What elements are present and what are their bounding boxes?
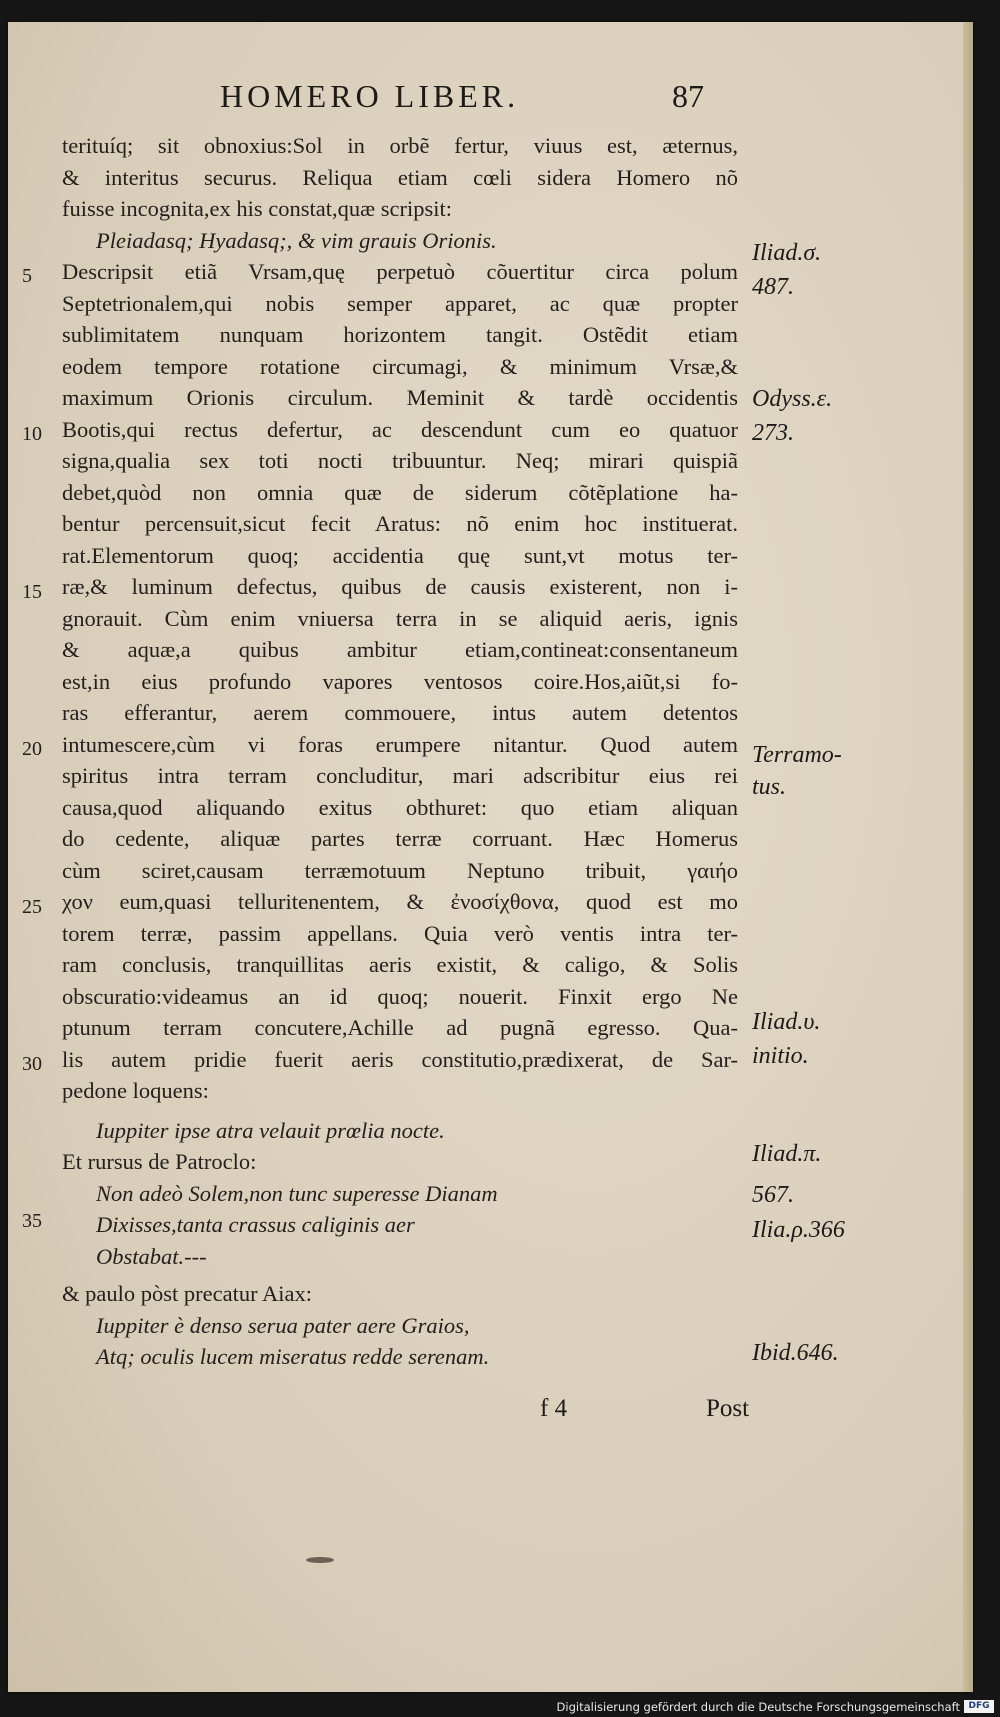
verse-line: Dixisses,tanta crassus caliginis aer xyxy=(96,1212,415,1237)
margin-note: Iliad.σ. xyxy=(752,240,822,266)
verse-line: Non adeò Solem,non tunc superesse Dianam xyxy=(96,1180,498,1206)
line-number: 35 xyxy=(22,1210,42,1232)
text-line: Bootis,qui rectus defertur, ac descendunt cum eo quatuor xyxy=(62,416,738,442)
margin-note: Ilia.ρ.366 xyxy=(752,1217,845,1243)
page-number: 87 xyxy=(672,78,704,114)
text-line: cùm sciret,causam terræmotuum Neptuno tribuit, γαιήο xyxy=(62,857,738,883)
margin-note: Iliad.υ. xyxy=(752,1009,821,1035)
text-line: & aquæ,a quibus ambitur etiam,contineat:consentaneum xyxy=(62,637,738,662)
verse-line: Iuppiter è denso serua pater aere Graios, xyxy=(96,1312,470,1338)
margin-note: Ibid.646. xyxy=(752,1340,839,1366)
text-line: bentur percensuit,sicut fecit Aratus: nõ enim hoc instituerat. xyxy=(62,511,738,536)
text-line: ram conclusis, tranquillitas aeris existit, & caligo, & Solis xyxy=(62,952,738,977)
line-number: 5 xyxy=(22,265,32,287)
dfg-logo-icon: DFG xyxy=(964,1700,994,1713)
text-line: spiritus intra terram concluditur, mari adscribitur eius rei xyxy=(62,763,738,788)
text-line: eodem tempore rotatione circumagi, & minimum Vrsæ,& xyxy=(62,353,738,379)
margin-note: tus. xyxy=(752,774,787,800)
text-line: causa,quod aliquando exitus obthuret: quo etiam aliquan xyxy=(62,794,738,820)
text-line: χον eum,quasi telluritenentem, & ἐνοσίχθονα, quod est mo xyxy=(62,889,738,914)
line-number: 20 xyxy=(22,738,42,760)
margin-note: Terramo- xyxy=(752,742,842,768)
text-line: debet,quòd non omnia quæ de siderum cõtẽplatione ha- xyxy=(62,479,738,505)
catchword: Post xyxy=(706,1395,750,1422)
text-line: ras efferantur, aerem commouere, intus autem detentos xyxy=(62,700,738,725)
text-line: torem terræ, passim appellans. Quia verò ventis intra ter- xyxy=(62,920,738,946)
text-line: terituíq; sit obnoxius:Sol in orbẽ fertur, viuus est, æternus, xyxy=(62,133,738,158)
line-number: 25 xyxy=(22,896,42,918)
margin-note: 567. xyxy=(752,1182,794,1208)
line-number: 30 xyxy=(22,1053,42,1075)
text-line: & paulo pòst precatur Aiax: xyxy=(62,1281,312,1306)
running-head: HOMERO LIBER. xyxy=(220,78,520,114)
text-line: pedone loquens: xyxy=(62,1078,209,1103)
verse-line: Pleiadasq; Hyadasq;, & vim grauis Orionis. xyxy=(96,227,497,253)
margin-note: Iliad.π. xyxy=(752,1141,822,1167)
footer-credit: Digitalisierung gefördert durch die Deutsche Forschungsgemeinschaft xyxy=(556,1700,960,1714)
text-line: Septetrionalem,qui nobis semper apparet, ac quæ propter xyxy=(62,290,738,316)
margin-note: initio. xyxy=(752,1043,809,1069)
text-line: intumescere,cùm vi foras erumpere nitantur. Quod autem xyxy=(62,731,738,757)
verse-line: Obstabat.--- xyxy=(96,1243,207,1269)
text-line: ptunum terram concutere,Achille ad pugnã egresso. Qua- xyxy=(62,1015,738,1040)
text-line: fuisse incognita,ex his constat,quæ scripsit: xyxy=(62,196,452,221)
text-line: rat.Elementorum quoq; accidentia quę sunt,vt motus ter- xyxy=(62,542,738,568)
signature-mark: f 4 xyxy=(540,1395,568,1422)
line-number: 15 xyxy=(22,581,42,603)
text-line: Descripsit etiã Vrsam,quę perpetuò cõuertitur circa polum xyxy=(62,259,738,284)
text-line: gnorauit. Cùm enim vniuersa terra in se aliquid aeris, ignis xyxy=(62,605,738,631)
verse-line: Iuppiter ipse atra velauit prœlia nocte. xyxy=(96,1117,445,1143)
margin-note: Odyss.ε. xyxy=(752,386,833,412)
line-number: 10 xyxy=(22,423,42,445)
text-line: Et rursus de Patroclo: xyxy=(62,1149,257,1174)
verse-line: Atq; oculis lucem miseratus redde serenam. xyxy=(96,1344,490,1369)
margin-note: 487. xyxy=(752,274,794,300)
text-line: obscuratio:videamus an id quoq; nouerit. Finxit ergo Ne xyxy=(62,983,738,1009)
page-edge xyxy=(963,22,973,1692)
margin-note: 273. xyxy=(752,420,794,446)
text-line: ræ,& luminum defectus, quibus de causis existerent, non i- xyxy=(62,574,738,599)
text-line: sublimitatem nunquam horizontem tangit. Ostẽdit etiam xyxy=(62,322,738,347)
text-line: signa,qualia sex toti nocti tribuuntur. Neq; mirari quispiã xyxy=(62,448,738,473)
ink-speck xyxy=(306,1557,334,1563)
text-line: & interitus securus. Reliqua etiam cœli sidera Homero nõ xyxy=(62,164,738,190)
text-line: est,in eius profundo vapores ventosos coire.Hos,aiũt,si fo- xyxy=(62,668,738,694)
text-line: do cedente, aliquæ partes terræ corruant. Hæc Homerus xyxy=(62,826,738,851)
body-text xyxy=(62,130,738,1373)
text-line: lis autem pridie fuerit aeris constitutio,prædixerat, de Sar- xyxy=(62,1046,738,1072)
text-line: maximum Orionis circulum. Meminit & tardè occidentis xyxy=(62,385,738,410)
